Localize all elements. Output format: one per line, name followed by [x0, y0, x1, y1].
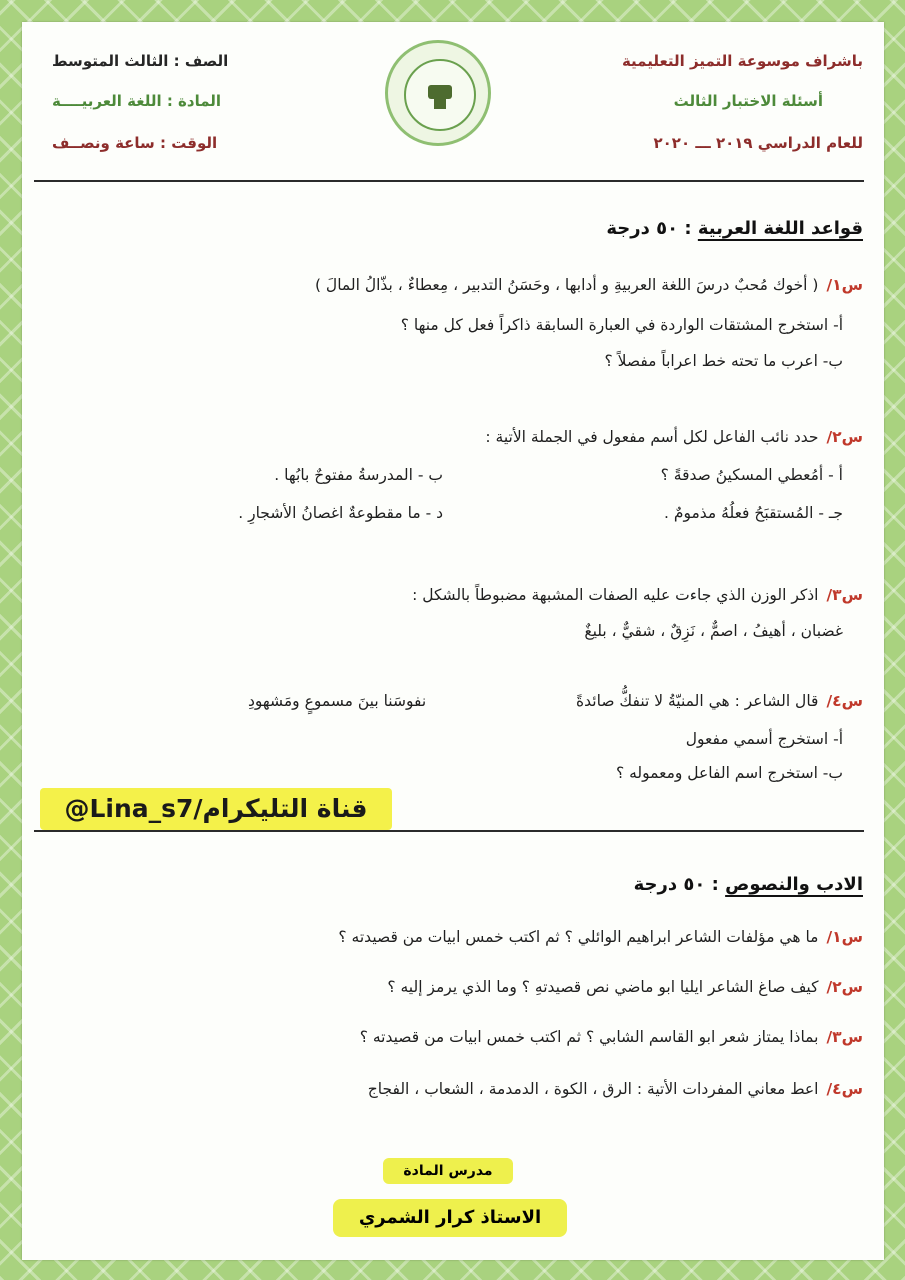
question-4-number: س٤/ — [826, 692, 863, 710]
lit-question-2-number: س٢/ — [826, 978, 863, 996]
lit-question-1-number: س١/ — [826, 928, 863, 946]
question-1-part-b: ب- اعرب ما تحته خط اعراباً مفصلاً ؟ — [604, 352, 843, 370]
section-divider — [34, 830, 864, 832]
header-grade: الصف : الثالث المتوسط — [52, 52, 229, 70]
lit-question-2-text: كيف صاغ الشاعر ايليا ابو ماضي نص قصيدتهِ ؟ وما الذي يرمز إليه ؟ — [387, 978, 819, 996]
section1-title: قواعد اللغة العربية — [697, 218, 863, 239]
question-4 — [576, 692, 863, 710]
question-4-part-a: أ- استخرج أسمي مفعول — [685, 730, 843, 748]
header-subject: المادة : اللغة العربيــــة — [52, 92, 222, 110]
section1-heading — [606, 218, 863, 239]
lit-question-3-text: بماذا يمتاز شعر ابو القاسم الشابي ؟ ثم اكتب خمس ابيات من قصيدته ؟ — [359, 1028, 819, 1046]
question-2-item-c: جـ - المُستقبَحُ فعلُهُ مذمومٌ . — [664, 504, 843, 522]
question-1 — [315, 276, 863, 294]
telegram-channel-watermark: @Lina_s7/قناة التليكرام — [40, 788, 392, 830]
question-4-part-b: ب- استخرج اسم الفاعل ومعموله ؟ — [615, 764, 843, 782]
question-2-item-b: ب - المدرسةُ مفتوحٌ بابُها . — [274, 466, 443, 484]
section1-score: : ٥٠ درجة — [606, 218, 692, 239]
header-year: للعام الدراسي ٢٠١٩ ـــ ٢٠٢٠ — [653, 134, 863, 152]
lit-question-4-text: اعط معاني المفردات الأتية : الرق ، الكوة ، الدمدمة ، الشعاب ، الفجاج — [367, 1080, 819, 1098]
question-3-number: س٣/ — [826, 586, 863, 604]
lit-question-4-number: س٤/ — [826, 1080, 863, 1098]
lit-question-1 — [338, 928, 863, 946]
question-2-text: حدد نائب الفاعل لكل أسم مفعول في الجملة الأتية : — [485, 428, 819, 446]
question-2-item-d: د - ما مقطوعةٌ اغصانُ الأشجارِ . — [238, 504, 443, 522]
question-1-text: ( أخوك مُحبٌ درسَ اللغة العربيةِ و أدابها ، وحَسَنُ التدبير ، مِعطاءٌ ، بذّالُ المالَ ) — [314, 276, 819, 294]
teacher-name: الاستاذ كرار الشمري — [333, 1199, 567, 1237]
section2-title: الادب والنصوص — [725, 874, 863, 895]
question-1-number: س١/ — [826, 276, 863, 294]
lit-question-1-text: ما هي مؤلفات الشاعر ابراهيم الوائلي ؟ ثم اكتب خمس ابيات من قصيدته ؟ — [338, 928, 819, 946]
lit-question-3-number: س٣/ — [826, 1028, 863, 1046]
question-3-text: اذكر الوزن الذي جاءت عليه الصفات المشبهة مضبوطاً بالشكل : — [412, 586, 819, 604]
question-2-item-a: أ - أمُعطي المسكينُ صدقةً ؟ — [660, 466, 843, 484]
question-4-verse-second-half: نفوسَنا بينَ مسموعٍ ومَشهودِ — [248, 692, 427, 710]
question-3-words: غضبان ، أهيفُ ، اصمٌّ ، نَزِقٌ ، شقيٌّ ، بليغٌ — [584, 622, 843, 640]
lit-question-2 — [387, 978, 863, 996]
question-2-number: س٢/ — [826, 428, 863, 446]
section2-score: : ٥٠ درجة — [633, 874, 719, 895]
school-seal-icon — [385, 40, 491, 146]
header-time: الوقت : ساعة ونصــف — [52, 134, 218, 152]
question-2 — [485, 428, 863, 446]
header-supervision: باشراف موسوعة التميز التعليمية — [621, 52, 863, 70]
question-1-part-a: أ- استخرج المشتقات الواردة في العبارة السابقة ذاكراً فعل كل منها ؟ — [400, 316, 843, 334]
lit-question-4 — [368, 1080, 863, 1098]
question-4-text: قال الشاعر : هي المنيّةُ لا تنفكُّ صائدةً — [576, 692, 819, 710]
lit-question-3 — [360, 1028, 863, 1046]
header-exam-title: أسئلة الاختبار الثالث — [673, 92, 823, 110]
header-divider — [34, 180, 864, 182]
section2-heading — [634, 874, 863, 895]
exam-paper — [22, 22, 884, 1260]
question-3 — [412, 586, 863, 604]
teacher-role-label: مدرس المادة — [383, 1158, 513, 1184]
